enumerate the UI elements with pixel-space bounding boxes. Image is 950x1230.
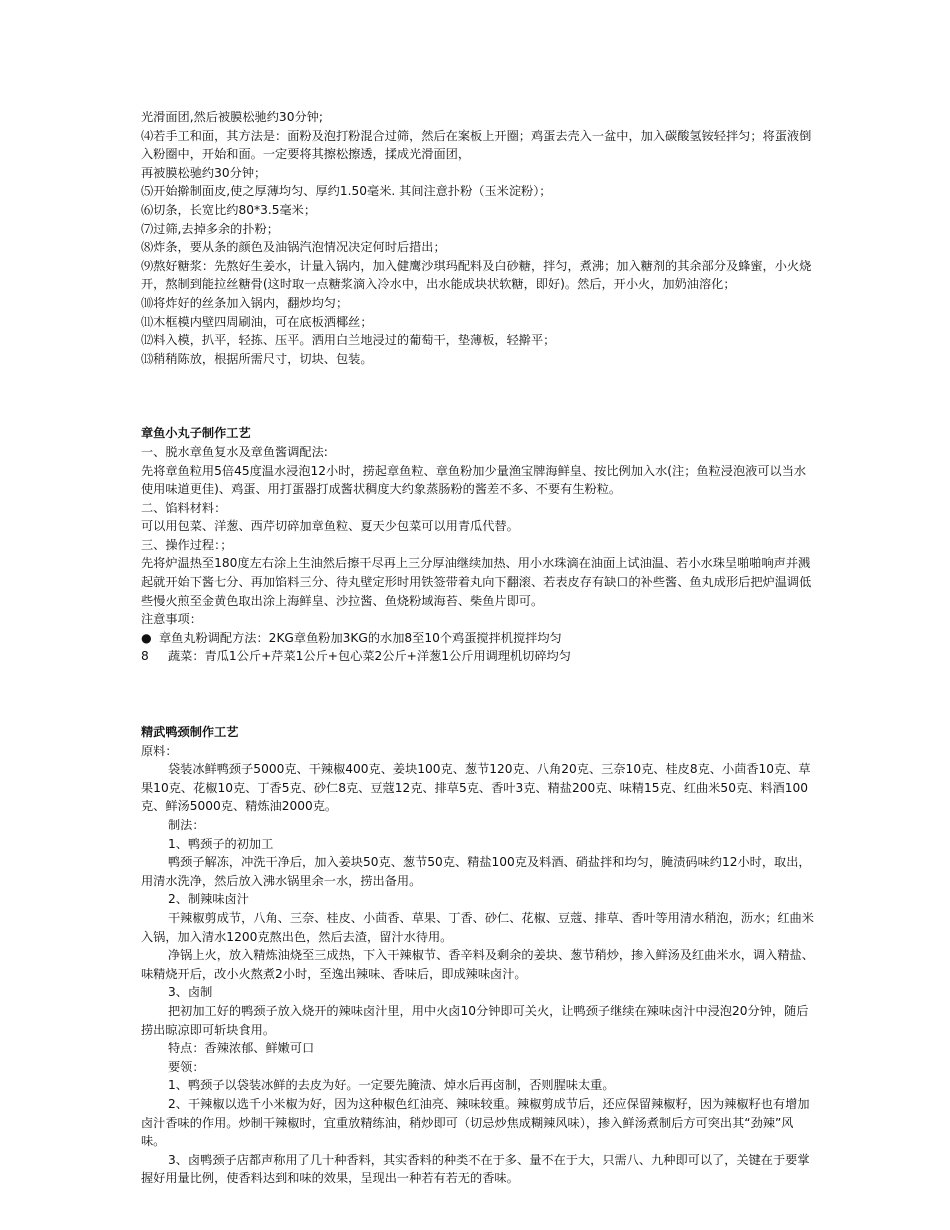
section-takoyaki — [141, 424, 817, 666]
section-duck-neck — [141, 723, 817, 1188]
label-tips: 要领： — [168, 1059, 205, 1074]
list-item-text: 蔬菜：青瓜1公斤+芹菜1公斤+包心菜2公斤+洋葱1公斤用调理机切碎均匀 — [168, 649, 571, 664]
text-line: ⑷若手工和面，其方法是：面粉及泡打粉混合过筛，然后在案板上开圈；鸡蛋去壳入一盆中，加入碳酸氢铵轻拌匀；将蛋液倒入粉圈中，开始和面。一定要将其擦松擦透，揉成光滑面团， — [141, 128, 812, 162]
text-line: 先将炉温热至180度左右涂上生油然后擦干尽再上三分厚油继续加热、用小水珠滴在油面上试油温、若小水珠呈啪啪响声并溅起就开始下酱七分、再加馅料三分、待丸壁定形时用铁签带着丸向下翻滚、若表皮存有缺口的补些酱、鱼丸成形后把炉温调低些慢火煎至金黄色取出涂上海鲜皇、沙拉酱、鱼烧粉域海苔、柴鱼片即可。 — [141, 556, 812, 608]
section-title: 精武鸭颈制作工艺 — [141, 725, 239, 740]
text-line: ⒀稍稍陈放，根据所需尺寸，切块、包装。 — [141, 351, 373, 366]
text-line: ⑸开始擀制面皮,使之厚薄均匀、厚约1.50毫米. 其间注意扑粉（玉米淀粉）； — [141, 184, 552, 199]
tip-text: 3、卤鸭颈子店都声称用了几十种香料，其实香料的种类不在于多、量不在于大，只需八、九种即可以了，关键在于要掌握好用量比例，使香料达到和味的效果，呈现出一种若有若无的香味。 — [141, 1152, 810, 1186]
list-item — [141, 647, 817, 666]
text-line: ⑹切条，长宽比约80*3.5毫米； — [141, 202, 317, 217]
step-text: 干辣椒剪成节，八角、三奈、桂皮、小茴香、草果、丁香、砂仁、花椒、豆蔻、排草、香叶等用清水稍泡，沥水；红曲米入锅，加入清水1200克熬出色，然后去渣，留汁水待用。 — [141, 910, 814, 944]
text-line: ⑽将炸好的丝条加入锅内，翻炒均匀； — [141, 295, 349, 310]
list-item-text: 章鱼丸粉调配方法：2KG章鱼粉加3KG的水加8至10个鸡蛋搅拌机搅拌均匀 — [159, 630, 562, 645]
section-title: 章鱼小丸子制作工艺 — [141, 426, 251, 441]
text-line: ⑾木框模内壁四周刷油，可在底板洒椰丝； — [141, 314, 373, 329]
step-title: 3、卤制 — [168, 985, 213, 1000]
text-line: ⑻炸条，要从条的颜色及油锅汽泡情况决定何时后措出； — [141, 240, 446, 255]
ingredients-text: 袋装冰鲜鸭颈子5000克、干辣椒400克、姜块100克、葱节120克、八角20克、三奈10克、桂皮8克、小茴香10克、草果10克、花椒10克、丁香5克、砂仁8克、豆蔻12克、排草5克、香叶3克、精盐200克、味精15克、红曲米50克、料酒100克、鲜汤5000克、精炼油2000克。 — [141, 762, 811, 814]
text-line: 三、操作过程：； — [141, 537, 233, 552]
text-line: ⑺过筛,去掉多余的扑粉； — [141, 221, 279, 236]
label-ingredients: 原料： — [141, 743, 178, 758]
tip-text: 2、干辣椒以选千小米椒为好，因为这种椒色红油亮、辣味较重。辣椒剪成节后，还应保留辣椒籽，因为辣椒籽也有增加卤汁香味的作用。炒制干辣椒时，宜重放精练油，稍炒即可（切忌炒焦成糊辣风味），掺入鲜汤煮制后方可突出其“劲辣”风味。 — [141, 1096, 810, 1149]
text-line: ⑿料入模，扒平，轻拣、压平。洒用白兰地浸过的葡萄干，垫薄板，轻擀平； — [141, 333, 556, 348]
step-title: 2、制辣味卤汁 — [168, 892, 249, 907]
label-method: 制法： — [168, 818, 205, 832]
step-text: 净锅上火，放入精炼油烧至三成热，下入干辣椒节、香辛料及剩余的姜块、葱节稍炒，掺入鲜汤及红曲米水，调入精盐、味精烧开后，改小火熬煮2小时，至逸出辣味、香味后，即成辣味卤汁。 — [141, 948, 814, 981]
tip-text: 1、鸭颈子以袋装冰鲜的去皮为好。一定要先腌渍、焯水后再卤制，否则腥味太重。 — [168, 1078, 615, 1093]
text-line: 光滑面团,然后被膜松驰约30分钟; — [141, 110, 323, 124]
list-item — [141, 629, 817, 648]
bullet-icon: ● — [141, 630, 152, 645]
text-line: 二、馅料材料： — [141, 500, 227, 515]
step-text: 鸭颈子解冻，冲洗干净后，加入姜块50克、葱节50克、精盐100克及料酒、硝盐拌和均匀，腌渍码味约12小时，取出，用清水洗净，然后放入沸水锅里余一水，捞出备用。 — [141, 855, 811, 888]
section-spacer — [141, 368, 817, 424]
text-line: 注意事项： — [141, 612, 202, 627]
step-text: 把初加工好的鸭颈子放入烧开的辣味卤汁里，用中火卤10分钟即可关火，让鸭颈子继续在辣味卤汁中浸泡20分钟，随后捞出晾凉即可斩块食用。 — [141, 1003, 809, 1037]
features-text: 特点：香辣浓郁、鲜嫩可口 — [168, 1041, 315, 1056]
step-title: 1、鸭颈子的初加工 — [168, 836, 274, 851]
section-shaqima-steps — [141, 108, 817, 368]
text-line: ⑼熬好糖浆：先熬好生姜水，计量入锅内，加入健鹰沙琪玛配料及白砂糖，拌匀，煮沸；加入糖剂的其余部分及蜂蜜，小火烧开，熬制到能拉丝糖骨(这时取一点糖浆滴入冷水中，出水能成块状软糖，即好)。然后，开小火，加奶油溶化； — [141, 258, 812, 292]
text-line: 一、脱水章鱼复水及章鱼酱调配法: — [141, 444, 328, 459]
list-marker: 8 — [141, 649, 149, 664]
text-line: 先将章鱼粒用5倍45度温水浸泡12小时，捞起章鱼粒、章鱼粉加少量渔宝牌海鲜皇、按比例加入水(注；鱼粒浸泡液可以当水使用味道更佳)、鸡蛋、用打蛋器打成酱状稠度大约象蒸肠粉的酱差不多、不要有生粉粒。 — [141, 463, 807, 497]
text-line: 再被膜松驰约30分钟； — [141, 165, 267, 180]
text-line: 可以用包菜、洋葱、西芹切碎加章鱼粒、夏天少包菜可以用青瓜代替。 — [141, 519, 519, 534]
section-spacer — [141, 666, 817, 723]
document-page — [141, 108, 817, 1188]
